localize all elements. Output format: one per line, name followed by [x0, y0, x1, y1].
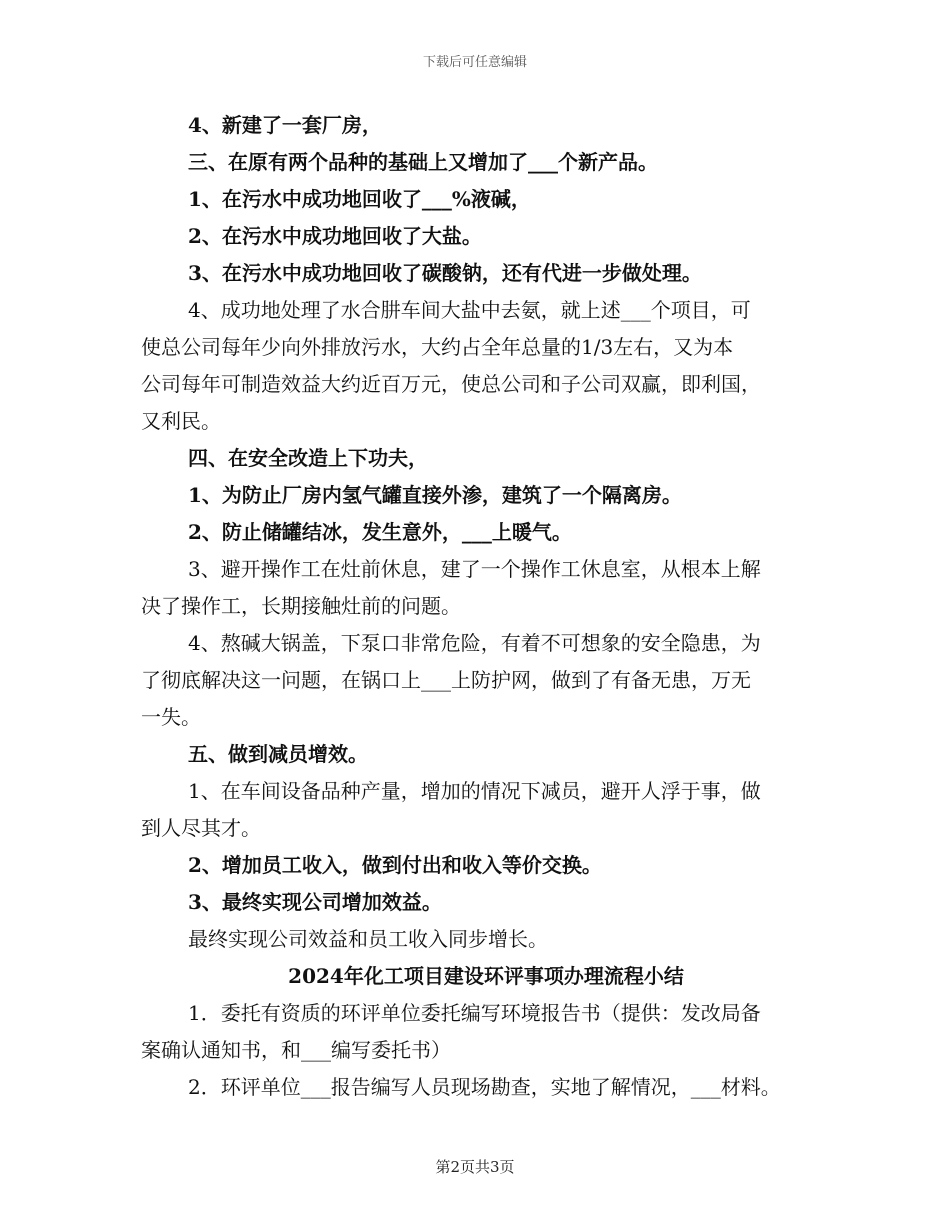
section-title: 2024年化工项目建设环评事项办理流程小结 [288, 964, 684, 988]
paragraph-line: 2、在污水中成功地回收了大盐。 [188, 224, 482, 248]
paragraph-line: 4、新建了一套厂房， [188, 113, 382, 137]
paragraph-line: 2．环评单位___报告编写人员现场勘查，实地了解情况，___材料。 [188, 1075, 781, 1099]
paragraph-line: 2、增加员工收入，做到付出和收入等价交换。 [188, 853, 602, 877]
paragraph-line: 了彻底解决这一问题，在锅口上___上防护网，做到了有备无患，万无 [141, 668, 751, 692]
paragraph-line: 4、熬碱大锅盖，下泵口非常危险，有着不可想象的安全隐患，为 [188, 631, 761, 655]
document-body [141, 107, 831, 1106]
paragraph-line: 案确认通知书，和___编写委托书） [141, 1038, 451, 1062]
paragraph-line: 三、在原有两个品种的基础上又增加了___个新产品。 [188, 150, 658, 174]
paragraph-line: 2、防止储罐结冰，发生意外，___上暖气。 [188, 520, 572, 544]
paragraph-line: 五、做到减员增效。 [188, 742, 368, 766]
paragraph-line: 1．委托有资质的环评单位委托编写环境报告书（提供：发改局备 [188, 1001, 761, 1025]
paragraph-line: 1、为防止厂房内氢气罐直接外渗，建筑了一个隔离房。 [188, 483, 682, 507]
paragraph-line: 3、避开操作工在灶前休息，建了一个操作工休息室，从根本上解 [188, 557, 761, 581]
paragraph-line: 4、成功地处理了水合肼车间大盐中去氨，就上述___个项目，可 [188, 298, 751, 322]
paragraph-line: 到人尽其才。 [141, 816, 261, 840]
paragraph-line: 公司每年可制造效益大约近百万元，使总公司和子公司双赢，即利国， [141, 372, 761, 396]
paragraph-line: 最终实现公司效益和员工收入同步增长。 [188, 927, 548, 951]
page-header: 下载后可任意编辑 [422, 55, 527, 70]
page-footer: 第2页共3页 [435, 1158, 515, 1176]
paragraph-line: 使总公司每年少向外排放污水，大约占全年总量的1/3左右，又为本 [141, 335, 734, 359]
paragraph-line: 3、最终实现公司增加效益。 [188, 890, 442, 914]
paragraph-line: 四、在安全改造上下功夫， [188, 446, 428, 470]
paragraph-line: 1、在污水中成功地回收了___%液碱， [188, 187, 531, 211]
paragraph-line: 3、在污水中成功地回收了碳酸钠，还有代进一步做处理。 [188, 261, 702, 285]
paragraph-line: 1、在车间设备品种产量，增加的情况下减员，避开人浮于事，做 [188, 779, 761, 803]
paragraph-line: 一失。 [141, 705, 201, 729]
paragraph-line: 又利民。 [141, 409, 221, 433]
paragraph-line: 决了操作工，长期接触灶前的问题。 [141, 594, 461, 618]
